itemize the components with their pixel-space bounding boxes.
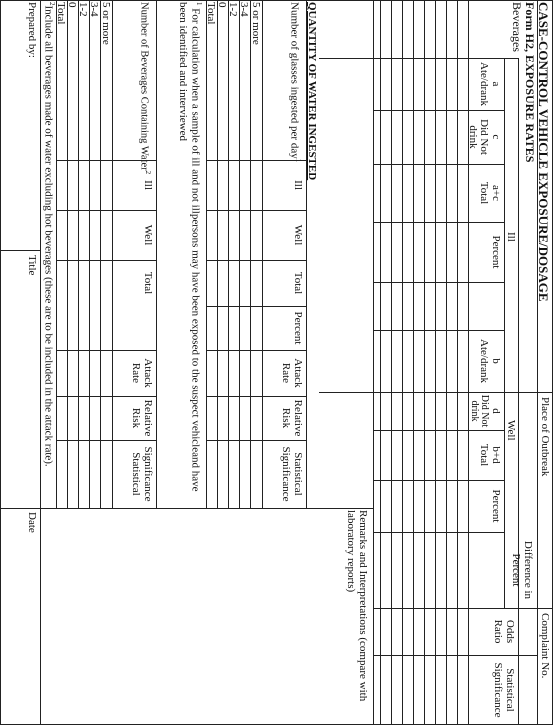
t2-col-total: Total bbox=[142, 271, 154, 295]
ill-col-c: c Did Not drink bbox=[466, 119, 502, 155]
beverages-containing-water-header: Number of Beverages Containing Water$^2$ bbox=[138, 2, 152, 175]
water-section-heading: QUANTITY OF WATER INGESTED bbox=[306, 2, 318, 181]
t2-col-attack-rate: Attack Rate bbox=[130, 358, 154, 388]
table-row: 5 or more bbox=[250, 2, 262, 45]
footnote-2: $^2$Include all beverages made of water excluding hot beverages (these are to be included in the attack rate). bbox=[42, 2, 56, 467]
remarks-label: Remarks and Interpretations (compare with laboratory reports) bbox=[344, 510, 369, 702]
beverages-header: Beverages bbox=[510, 2, 524, 52]
ill-col-a: a Ate/drank bbox=[478, 62, 502, 106]
t1-col-attack-rate: Attack Rate bbox=[280, 358, 304, 388]
glasses-per-day-header: Number of glasses ingested per day$^1$ bbox=[288, 2, 302, 163]
prepared-by-label: Prepared by: bbox=[26, 2, 38, 58]
table-row: 0 bbox=[66, 2, 78, 8]
form-title: CASE-CONTROL VEHICLE EXPOSURE/DOSAGE bbox=[536, 2, 551, 302]
t1-col-ill: Ill bbox=[292, 180, 304, 190]
table-row: Total bbox=[55, 2, 67, 25]
complaint-number-label: Complaint No. bbox=[539, 613, 551, 679]
t1-col-relative-risk: Relative Risk bbox=[280, 399, 304, 437]
footnote-1: $^1$ For calculation when a sample of ill and not illpersons may have been exposed to the suspect vehicleand have been identified and interviewed bbox=[176, 2, 203, 492]
t1-col-total: Total bbox=[292, 271, 304, 295]
table-row: 0 bbox=[216, 2, 228, 8]
date-label: Date bbox=[26, 512, 38, 533]
t2-col-significance-statistical: Significance Statistical bbox=[130, 446, 154, 502]
t2-col-well: Well bbox=[142, 224, 154, 246]
ill-col-percent: Percent bbox=[490, 235, 502, 269]
well-col-percent: Percent bbox=[490, 489, 502, 523]
difference-percent-header: Difference in Percent bbox=[510, 540, 534, 600]
title-label: Title bbox=[26, 255, 38, 276]
t2-col-ill: Ill bbox=[142, 180, 154, 190]
ill-group-label: Ill bbox=[505, 232, 517, 242]
table-row: 5 or more bbox=[100, 2, 112, 45]
t2-col-relative-risk: Relative Risk bbox=[130, 399, 154, 437]
odds-ratio-header: Odds Ratio bbox=[492, 619, 516, 644]
form-subtitle: Form H2, EXPOSURE RATES bbox=[523, 2, 537, 163]
well-col-bd: b+d Total bbox=[478, 443, 502, 467]
t1-col-well: Well bbox=[292, 224, 304, 246]
well-col-b: b Ate/drank bbox=[478, 339, 502, 383]
place-of-outbreak-label: Place of Outbreak bbox=[539, 397, 551, 477]
table-row: 1-2 bbox=[77, 2, 89, 17]
table-row: Total bbox=[205, 2, 217, 25]
table-row: 3-4 bbox=[238, 2, 250, 17]
table-row: 1-2 bbox=[227, 2, 239, 17]
t1-col-percent: Percent bbox=[292, 311, 304, 345]
well-group-label: Well bbox=[505, 420, 517, 441]
well-col-d: d Did Not drink bbox=[468, 394, 502, 428]
ill-col-ac: a+c Total bbox=[478, 181, 502, 205]
t1-col-stat-significance: Statistical Significance bbox=[280, 446, 304, 502]
table-row: 3-4 bbox=[88, 2, 100, 17]
statistical-significance-header: Statistical Significance bbox=[492, 662, 516, 718]
